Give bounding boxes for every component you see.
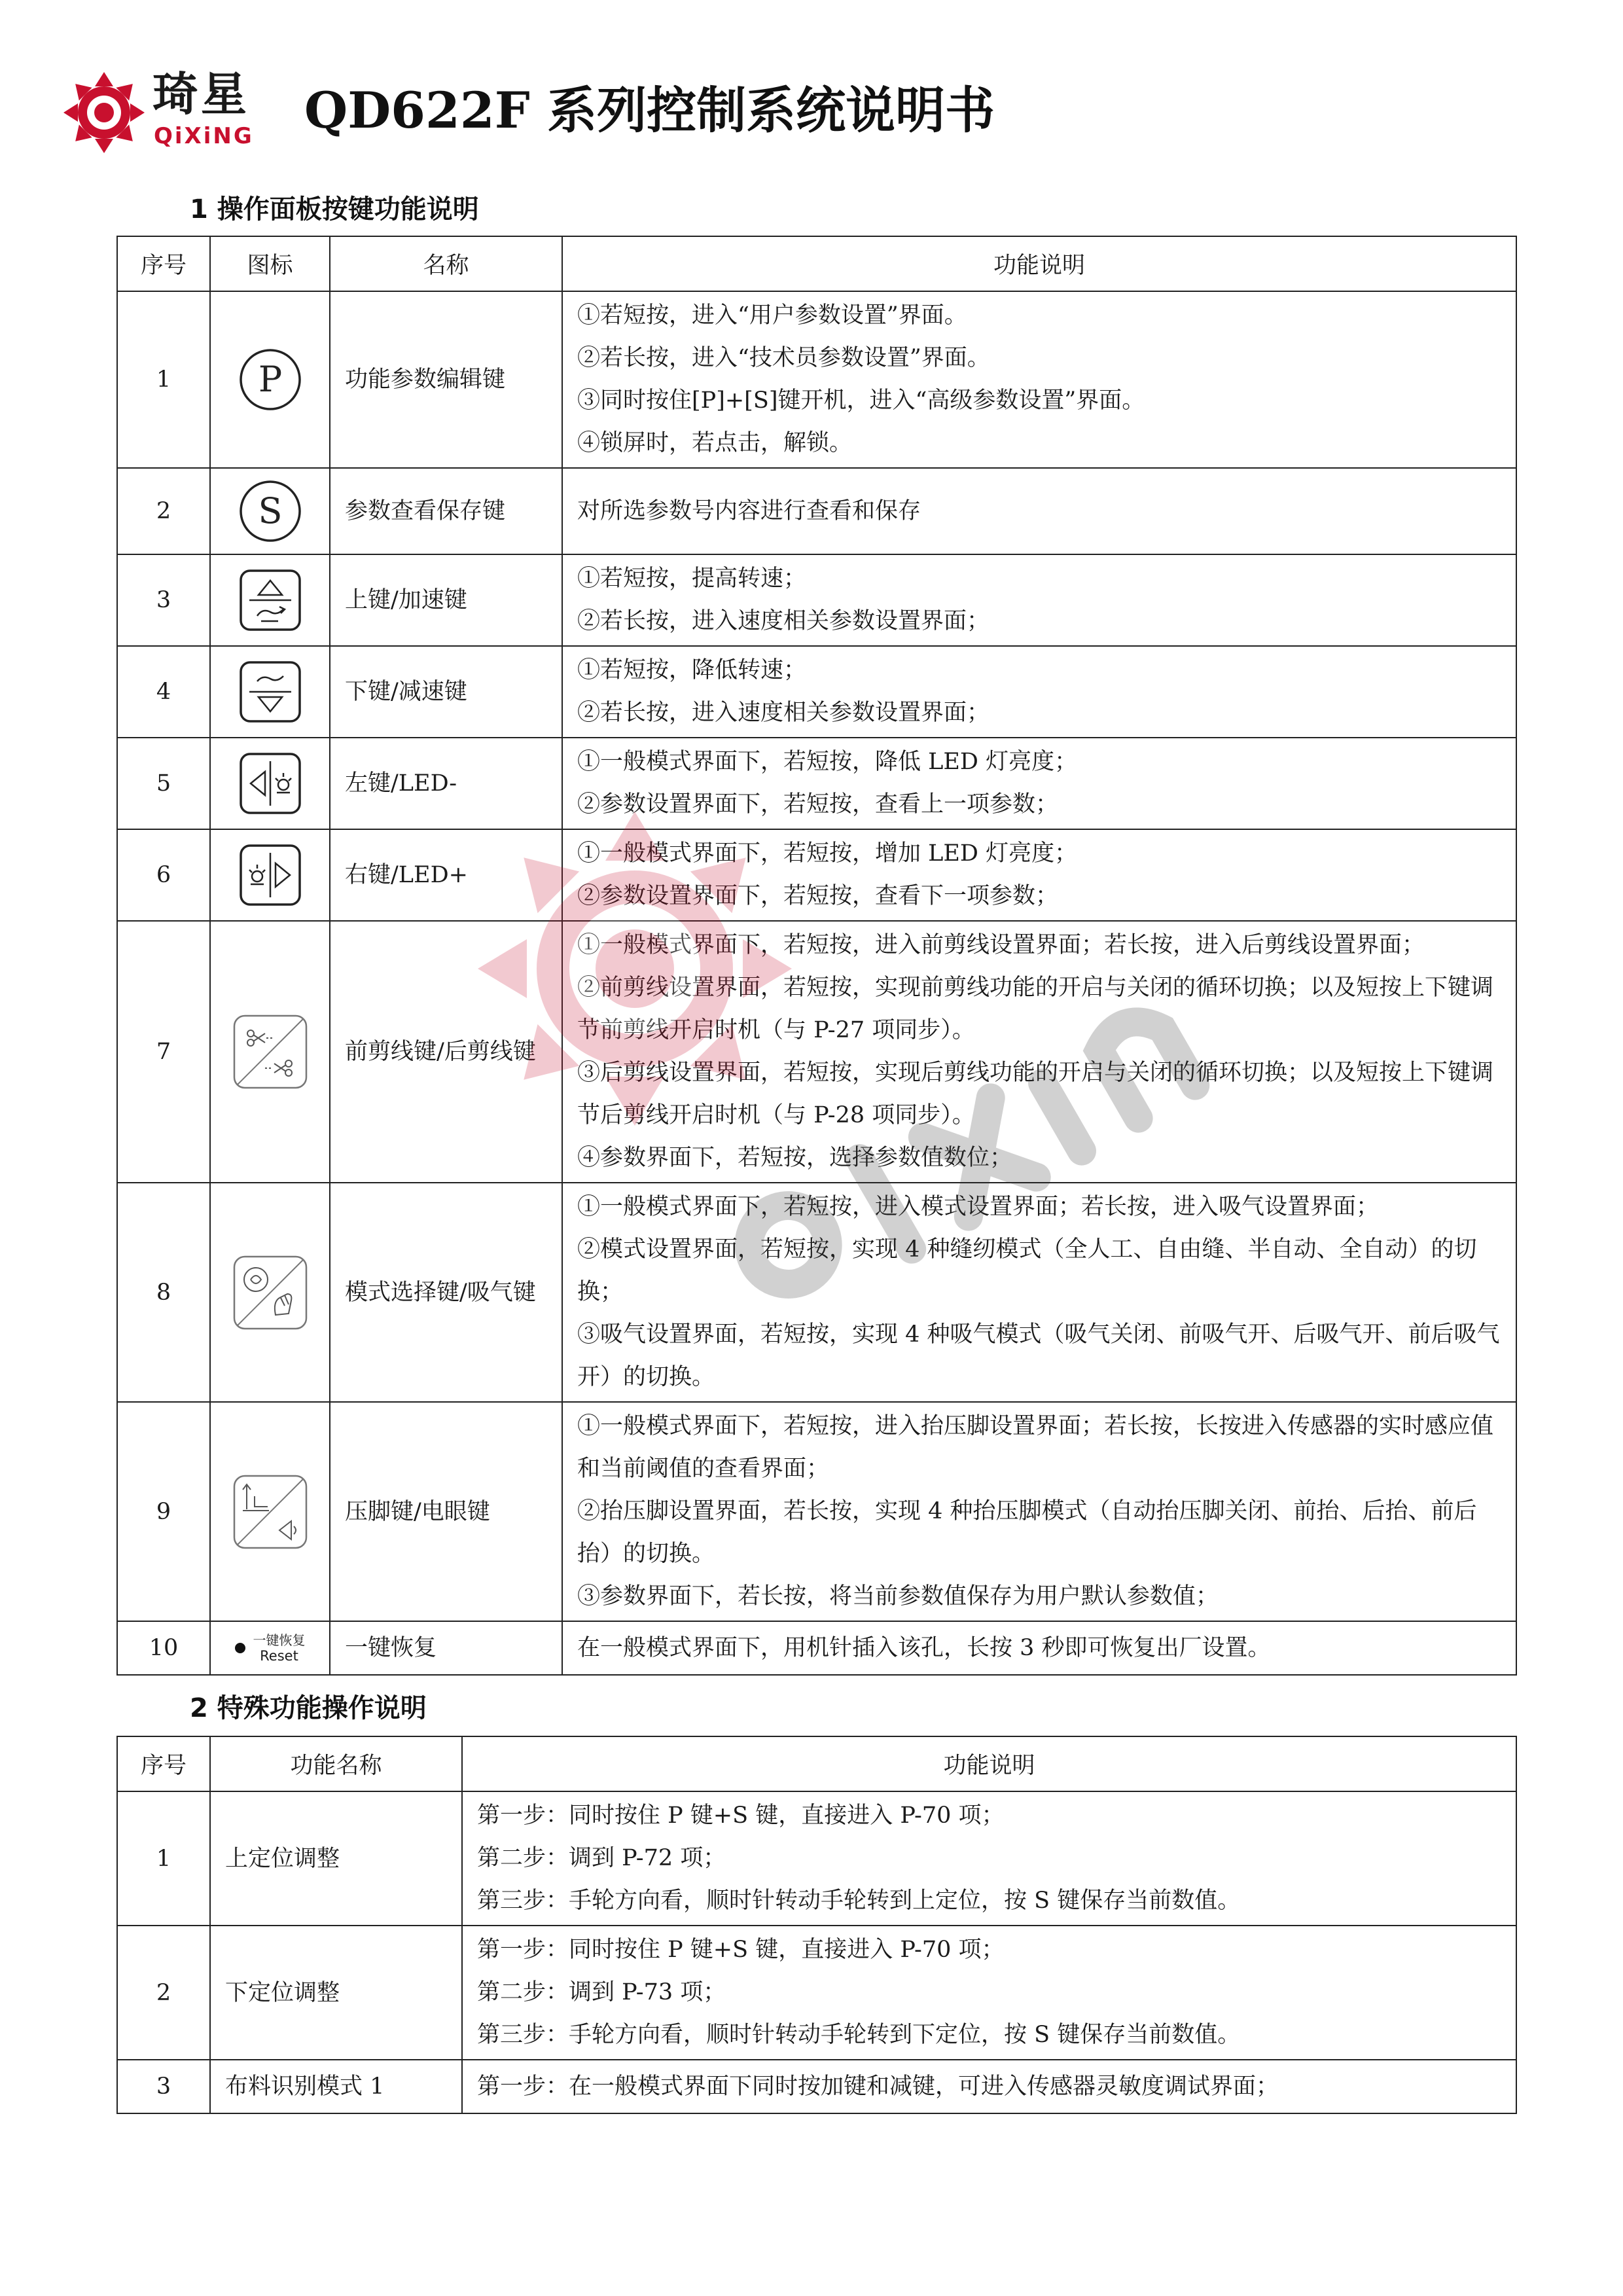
table-row: [117, 646, 1516, 738]
table-row: [117, 2060, 1516, 2113]
key-description: ①若短按，进入“用户参数设置”界面。 ②若长按，进入“技术员参数设置”界面。 ③同时按住[P]+[S]键开机，进入“高级参数设置”界面。 ④锁屏时，若点击，解锁。: [562, 291, 1516, 468]
row-number: 5: [117, 738, 210, 829]
function-name: 下定位调整: [210, 1926, 462, 2060]
key-name: 下键/减速键: [330, 646, 562, 738]
row-number: 3: [117, 2060, 210, 2113]
table-row: [117, 829, 1516, 921]
key-name: 前剪线键/后剪线键: [330, 921, 562, 1183]
row-number: 1: [117, 291, 210, 468]
column-header-icon: 图标: [210, 236, 330, 291]
key-name: 上键/加速键: [330, 554, 562, 646]
column-header-no: 序号: [117, 1736, 210, 1791]
key-name: 压脚键/电眼键: [330, 1402, 562, 1621]
key-description: ①一般模式界面下，若短按，进入前剪线设置界面；若长按，进入后剪线设置界面； ②前剪线设置界面，若短按，实现前剪线功能的开启与关闭的循环切换；以及短按上下键调节前剪线开启时机（与 P-27 项同步）。 ③后剪线设置界面，若短按，实现后剪线功能的开启与关闭的循环切换；以及短按上下键调节后剪线开启时机（与 P-28 项同步）。 ④参数界面下，若短按，选择参数值数位；: [562, 921, 1516, 1183]
function-name: 上定位调整: [210, 1791, 462, 1926]
section-2-title: 2 特殊功能操作说明: [190, 1693, 427, 1723]
function-description: 第一步：同时按住 P 键+S 键，直接进入 P-70 项； 第二步：调到 P-73 项； 第三步：手轮方向看，顺时针转动手轮转到下定位，按 S 键保存当前数值。: [462, 1926, 1516, 2060]
key-name: 模式选择键/吸气键: [330, 1183, 562, 1402]
key-description: 在一般模式界面下，用机针插入该孔，长按 3 秒即可恢复出厂设置。: [562, 1621, 1516, 1675]
svg-text:S: S: [258, 490, 282, 531]
down-speed-icon: [239, 660, 302, 723]
key-description: ①一般模式界面下，若短按，进入模式设置界面；若长按，进入吸气设置界面； ②模式设置界面，若短按，实现 4 种缝纫模式（全人工、自由缝、半自动、全自动）的切换； ③吸气设置界面，若短按，实现 4 种吸气模式（吸气关闭、前吸气开、后吸气开、前后吸气开）的切换。: [562, 1183, 1516, 1402]
table-row: [117, 1791, 1516, 1926]
key-function-table: [116, 236, 1517, 1676]
table-row: [117, 1183, 1516, 1402]
row-number: 4: [117, 646, 210, 738]
table-row: [117, 1926, 1516, 2060]
column-header-name: 名称: [330, 236, 562, 291]
row-number: 10: [117, 1621, 210, 1675]
key-description: ①一般模式界面下，若短按，增加 LED 灯亮度； ②参数设置界面下，若短按，查看下一项参数；: [562, 829, 1516, 921]
key-name: 一键恢复: [330, 1621, 562, 1675]
key-description: ①若短按，提高转速； ②若长按，进入速度相关参数设置界面；: [562, 554, 1516, 646]
row-number: 1: [117, 1791, 210, 1926]
table-row: [117, 921, 1516, 1183]
up-speed-icon: [239, 569, 302, 632]
row-number: 6: [117, 829, 210, 921]
function-description: 第一步：在一般模式界面下同时按加键和减键，可进入传感器灵敏度调试界面；: [462, 2060, 1516, 2113]
key-name: 左键/LED-: [330, 738, 562, 829]
p-key-icon: [238, 347, 303, 412]
function-name: 布料识别模式 1: [210, 2060, 462, 2113]
brand-name-en: QiXiNG: [154, 123, 254, 149]
function-description: 第一步：同时按住 P 键+S 键，直接进入 P-70 项； 第二步：调到 P-72 项； 第三步：手轮方向看，顺时针转动手轮转到上定位，按 S 键保存当前数值。: [462, 1791, 1516, 1926]
key-description: 对所选参数号内容进行查看和保存: [562, 468, 1516, 554]
table-header-row: [117, 236, 1516, 291]
thread-cut-icon: [232, 1014, 308, 1090]
svg-text:P: P: [258, 359, 282, 400]
row-number: 8: [117, 1183, 210, 1402]
column-header-no: 序号: [117, 236, 210, 291]
row-number: 3: [117, 554, 210, 646]
s-key-icon: [238, 478, 303, 544]
row-number: 7: [117, 921, 210, 1183]
row-number: 2: [117, 468, 210, 554]
presser-foot-eye-icon: [232, 1474, 308, 1550]
document-title: QD622F 系列控制系统说明书: [304, 81, 995, 139]
key-description: ①一般模式界面下，若短按，进入抬压脚设置界面；若长按，长按进入传感器的实时感应值和当前阈值的查看界面； ②抬压脚设置界面，若长按，实现 4 种抬压脚模式（自动抬压脚关闭、前抬、后抬、前后抬）的切换。 ③参数界面下，若长按，将当前参数值保存为用户默认参数值；: [562, 1402, 1516, 1621]
key-name: 参数查看保存键: [330, 468, 562, 554]
left-led-icon: [239, 752, 302, 815]
column-header-description: 功能说明: [562, 236, 1516, 291]
qixing-logo-icon: [62, 71, 146, 154]
special-function-table: [116, 1736, 1517, 2114]
section-1-title: 1 操作面板按键功能说明: [190, 194, 479, 224]
key-name: 右键/LED+: [330, 829, 562, 921]
brand-name-cn: 琦星: [152, 67, 249, 121]
table-header-row: [117, 1736, 1516, 1791]
key-name: 功能参数编辑键: [330, 291, 562, 468]
row-number: 2: [117, 1926, 210, 2060]
table-row: [117, 738, 1516, 829]
mode-suction-icon: [232, 1255, 308, 1331]
right-led-icon: [239, 844, 302, 906]
reset-icon: 一键恢复 Reset: [211, 1632, 329, 1664]
table-row: [117, 1402, 1516, 1621]
key-description: ①一般模式界面下，若短按，降低 LED 灯亮度； ②参数设置界面下，若短按，查看上一项参数；: [562, 738, 1516, 829]
table-row: [117, 468, 1516, 554]
column-header-function-name: 功能名称: [210, 1736, 462, 1791]
table-row: [117, 291, 1516, 468]
row-number: 9: [117, 1402, 210, 1621]
table-row: [117, 1621, 1516, 1675]
table-row: [117, 554, 1516, 646]
page-header: [62, 65, 1567, 157]
column-header-description: 功能说明: [462, 1736, 1516, 1791]
key-description: ①若短按，降低转速； ②若长按，进入速度相关参数设置界面；: [562, 646, 1516, 738]
